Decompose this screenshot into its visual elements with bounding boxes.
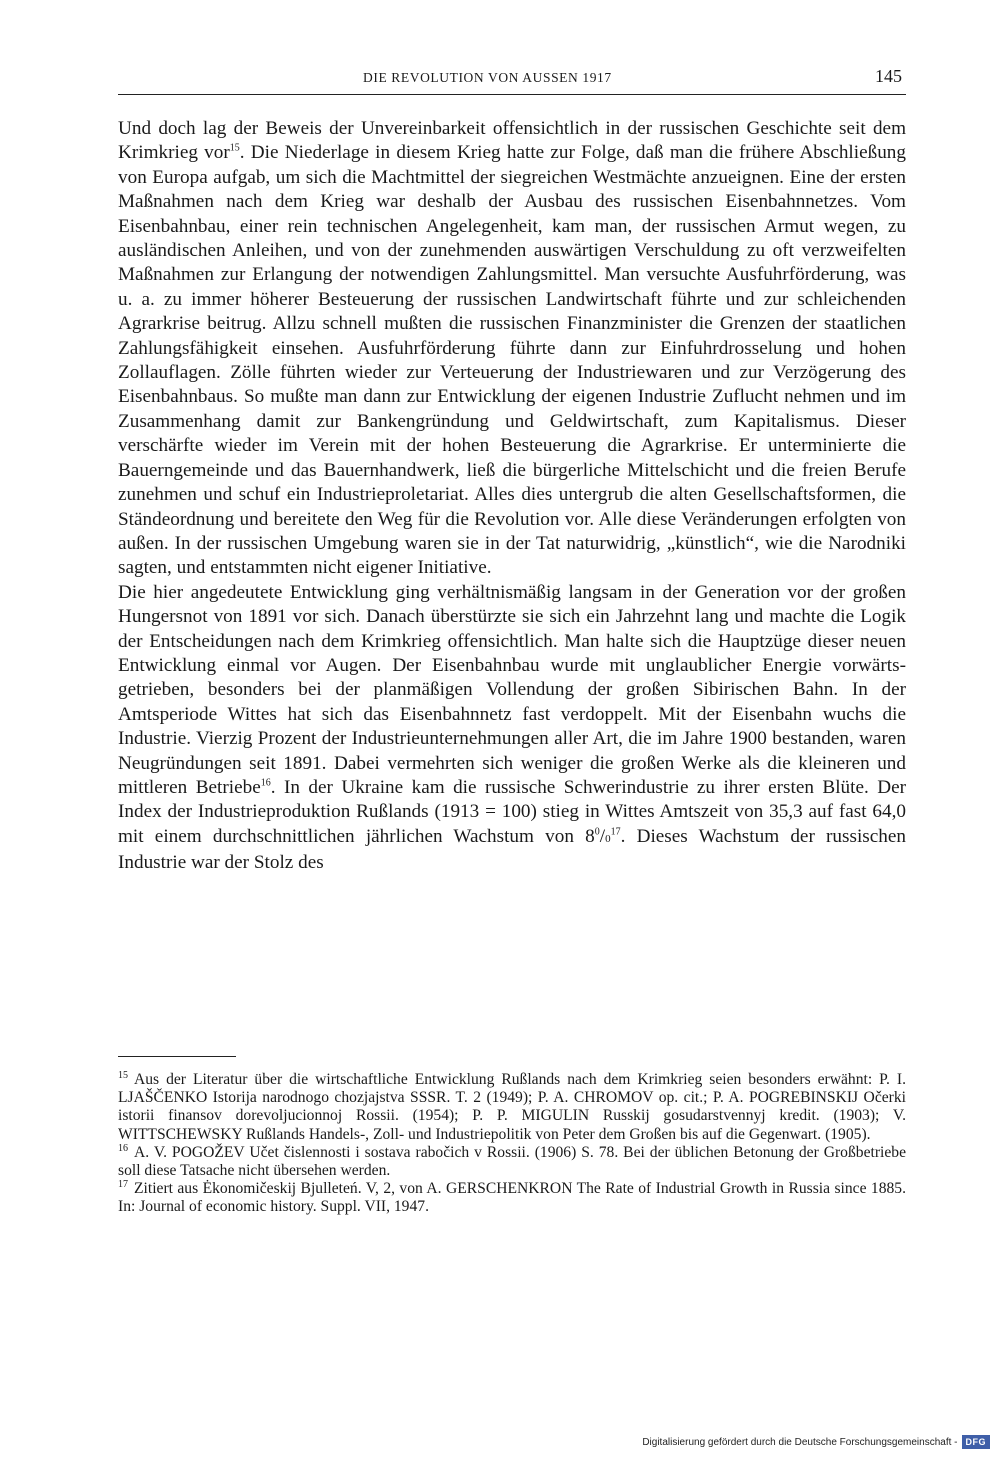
paragraph-text: Die hier angedeutete Entwicklung ging verhältnismäßig langsam in der Generation vor der großen Hungersnot von 1891 vor sich. Danach überstürzte sie sich ein Jahrzehnt lang und machte die Logik der Entscheidungen nach dem Krimkrieg offensichtlich. Man halte sich die Hauptzüge dieser neuen Entwicklung einmal vor Augen. Der Eisenbahnbau wurde mit unglaublicher Energie vorwärtsgetrieben, besonders bei der planmäßigen Vollendung der großen Sibirischen Bahn. In der Amtsperiode Wittes hat sich das Eisenbahnnetz fast verdoppelt. Mit der Eisenbahn wuchs die Industrie. Vierzig Prozent der Industrieunternehmungen aller Art, die im Jahre 1900 bestanden, waren Neugründungen seit 1891. Dabei vermehrten sich weniger die großen Werke als die kleineren und mittleren Betriebe [118, 581, 906, 798]
footnote-number: 15 [118, 1069, 128, 1081]
footnote-text: A. V. POGOŽEV Učet čislennosti i sostava rabočich v Rossii. (1906) S. 78. Bei der üblichen Betonung der Großbetriebe soll diese Tatsache nicht übersehen werden. [118, 1143, 906, 1180]
running-head: DIE REVOLUTION VON AUSSEN 1917 [363, 70, 612, 85]
paragraph-text: . Dieses Wachstum der russischen Industrie war der Stolz des [118, 825, 906, 874]
page-header [118, 64, 906, 95]
digitization-credit [642, 1435, 990, 1449]
footnote-number: 16 [118, 1142, 128, 1154]
footnote-text: Aus der Literatur über die wirtschaftliche Entwicklung Rußlands nach dem Krimkrieg seien besonders erwähnt: P. I. LJAŠČENKO Istorija narodnogo chozjajstva SSSR. T. 2 (1949); P. A. CHROMOV op. cit.; P. A. POGREBINSKIJ Očerki istorii finansov dorevoljucionnoj Rossii. (1954); P. P. MIGULIN Russkij gosudarstvennyj kredit. (1903); V. WITTSCHEWSKY Rußlands Handels-, Zoll- und Industriepolitik von Peter dem Großen bis auf die Gegenwart. (1905). [118, 1071, 906, 1143]
footnote [118, 1144, 906, 1180]
footnotes [118, 1071, 906, 1217]
footnote-ref: 15 [229, 143, 240, 155]
paragraph [118, 581, 906, 876]
paragraph-text: . Die Niederlage in diesem Krieg hatte zur Folge, daß man die frühere Abschließung von Europa aufgab, um sich die Machtmittel der siegreichen Westmächte anzueignen. Eine der ersten Maßnahmen nach dem Krieg war deshalb der Ausbau des russischen Eisenbahnnetzes. Vom Eisenbahnbau, einer rein technischen Angelegenheit, kam man, der russischen Armut wegen, zu ausländischen Anleihen, und von der zunehmenden auswärtigen Verschuldung zu oft verzweifelten Maßnahmen zur Erlangung der notwendigen Zahlungsmittel. Man versuchte Ausfuhrförderung, was u. a. zu immer höherer Besteuerung der russischen Landwirtschaft führte und zur schleichenden Agrarkrise beitrug. Allzu schnell mußten die russischen Finanzminister die Grenzen der staatlichen Zahlungsfähigkeit einsehen. Ausfuhrförderung führte dann zur Einfuhrdrosselung und hohen Zollauflagen. Zölle führten wieder zur Verteuerung der Industriewaren und zur Verzögerung des Eisenbahnbaus. So mußte man dann zur Entwicklung der eigenen Industrie Zuflucht nehmen und im Zusammenhang damit zur Bankengründung und Geldwirtschaft, zum Kapitalismus. Dieser verschärfte wieder im Verein mit der hohen Besteuerung die Agrarkrise. Er unterminierte die Bauerngemeinde und das Bauernhandwerk, ließ die bürgerliche Mittelschicht und die freien Berufe zunehmen und schuf ein Industrieproletariat. Alles dies untergrub die alten Gesellschaftsformen, die Ständeordnung und bereitete den Weg für die Revolution vor. Alle diese Veränderungen erfolgten von außen. In der russischen Umgebung waren sie in der Tat naturwidrig, „künstlich“, wie die Narodniki sagten, und entstammten nicht eigener Initiative. [118, 142, 906, 579]
dfg-logo-icon: DFG [962, 1435, 991, 1449]
footnote-divider [118, 1056, 236, 1057]
percent-sign-bottom: 0 [605, 832, 611, 845]
paragraph-text: Und doch lag der Beweis der Unvereinbarkeit offensichtlich in der russischen Geschichte seit dem Krimkrieg vor [118, 118, 906, 164]
footnote-ref: 17 [610, 826, 621, 838]
footnote-number: 17 [118, 1179, 128, 1191]
footnote-text: Zitiert aus Ėkonomičeskij Bjulleteń. V, 2, von A. GERSCHENKRON The Rate of Industrial Growth in Russia since 1885. In: Journal of economic history. Suppl. VII, 1947. [118, 1180, 906, 1216]
footnote [118, 1071, 906, 1144]
paragraph-text: . In der Ukraine kam die russische Schwerindustrie zu ihrer ersten Blüte. Der Index der Industrieproduktion Rußlands (1913 = 100) stieg in Wittes Amtszeit von 35,3 auf fast 64,0 mit einem durchschnittlichen jährlichen Wachstum von 8 [118, 776, 907, 847]
percent-sign-slash: / [599, 825, 606, 847]
credit-text: Digitalisierung gefördert durch die Deutsche Forschungsgemeinschaft - [642, 1436, 958, 1448]
page-number: 145 [875, 66, 902, 86]
paragraph [118, 117, 906, 581]
percent-sign-top: 0 [594, 826, 600, 838]
footnote-ref: 16 [260, 777, 271, 789]
main-text [118, 117, 906, 876]
footnote [118, 1180, 906, 1216]
